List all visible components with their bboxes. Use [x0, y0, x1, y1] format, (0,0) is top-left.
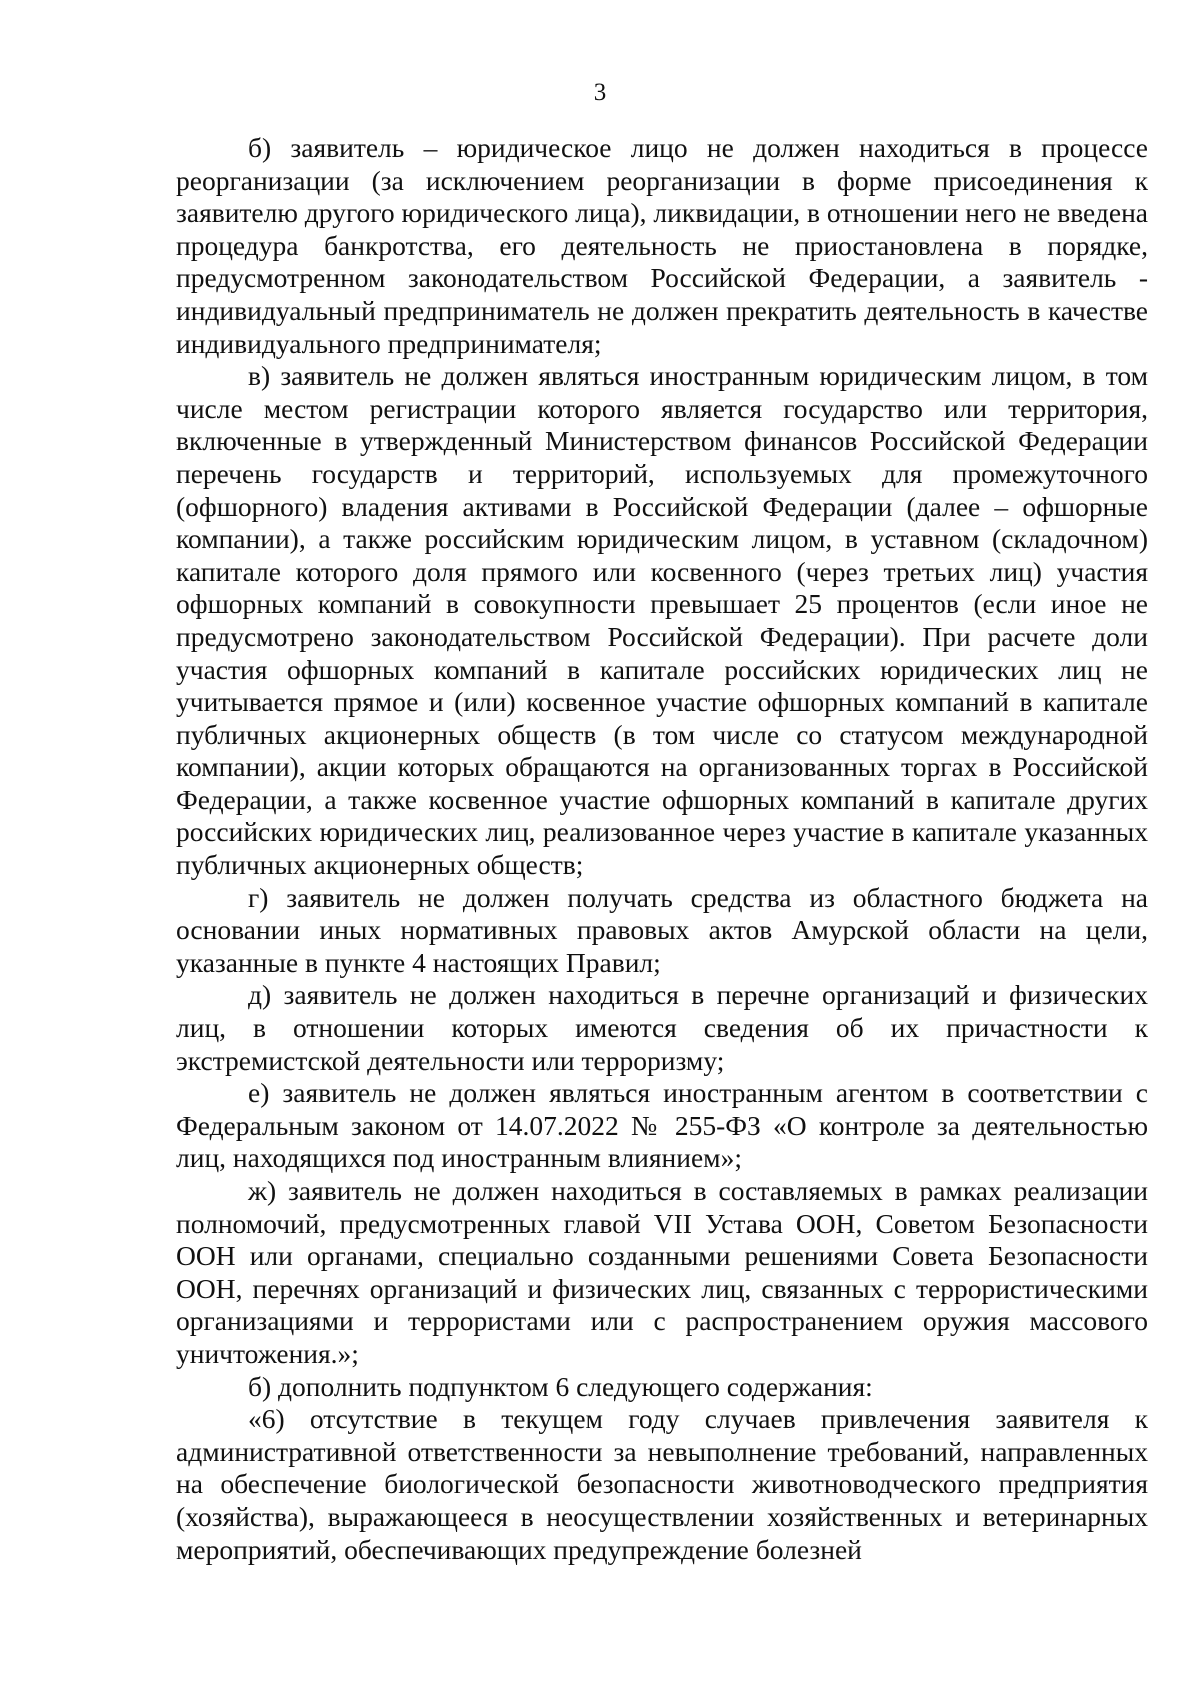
page-number: 3	[593, 79, 607, 106]
paragraph-b-amendment: б) дополнить подпунктом 6 следующего содержания:	[248, 1370, 873, 1402]
paragraph-6-biosecurity: «6) отсутствие в текущем году случаев привлечения заявителя к административной ответственности за невыполнение требований, направленных на обеспечение биологической безопасности животноводческого предприятия (хозяйства), выражающееся в неосуществлении хозяйственных и ветеринарных мероприятий, обеспечивающих предупреждение болезней	[176, 1403, 1148, 1565]
paragraph-d-extremism-list: д) заявитель не должен находиться в перечне организаций и физических лиц, в отношении которых имеются сведения об их причастности к экстремистской деятельности или терроризму;	[176, 979, 1148, 1076]
paragraph-e-foreign-agent: е) заявитель не должен являться иностранным агентом в соответствии с Федеральным законом от 14.07.2022 № 255-ФЗ «О контроле за деятельностью лиц, находящихся под иностранным влиянием»;	[176, 1077, 1148, 1174]
paragraph-v-foreign-entity: в) заявитель не должен являться иностранным юридическим лицом, в том числе местом регистрации которого является государство или территория, включенные в утвержденный Министерством финансов Российской Федерации перечень государств и территорий, используемых для промежуточного (офшорного) владения активами в Российской Федерации (далее – офшорные компании), а также российским юридическим лицом, в уставном (складочном) капитале которого доля прямого или косвенного (через третьих лиц) участия офшорных компаний в совокупности превышает 25 процентов (если иное не предусмотрено законодательством Российской Федерации). При расчете доли участия офшорных компаний в капитале российских юридических лиц не учитывается прямое и (или) косвенное участие офшорных компаний в капитале публичных акционерных обществ (в том числе со статусом международной компании), акции которых обращаются на организованных торгах в Российской Федерации, а также косвенное участие офшорных компаний в капитале других российских юридических лиц, реализованное через участие в капитале указанных публичных акционерных обществ;	[176, 360, 1148, 881]
paragraph-b-legal-entity: б) заявитель – юридическое лицо не должен находиться в процессе реорганизации (за исключением реорганизации в форме присоединения к заявителю другого юридического лица), ликвидации, в отношении него не введена процедура банкротства, его деятельность не приостановлена в порядке, предусмотренном законодательством Российской Федерации, а заявитель - индивидуальный предприниматель не должен прекратить деятельность в качестве индивидуального предпринимателя;	[176, 132, 1148, 359]
document-body	[176, 132, 1148, 1566]
paragraph-g-budget-funds: г) заявитель не должен получать средства из областного бюджета на основании иных нормативных правовых актов Амурской области на цели, указанные в пункте 4 настоящих Правил;	[176, 881, 1148, 978]
paragraph-zh-un-lists: ж) заявитель не должен находиться в составляемых в рамках реализации полномочий, предусмотренных главой VII Устава ООН, Советом Безопасности ООН или органами, специально созданными решениями Совета Безопасности ООН, перечнях организаций и физических лиц, связанных с террористическими организациями и террористами или с распространением оружия массового уничтожения.»;	[176, 1175, 1148, 1369]
